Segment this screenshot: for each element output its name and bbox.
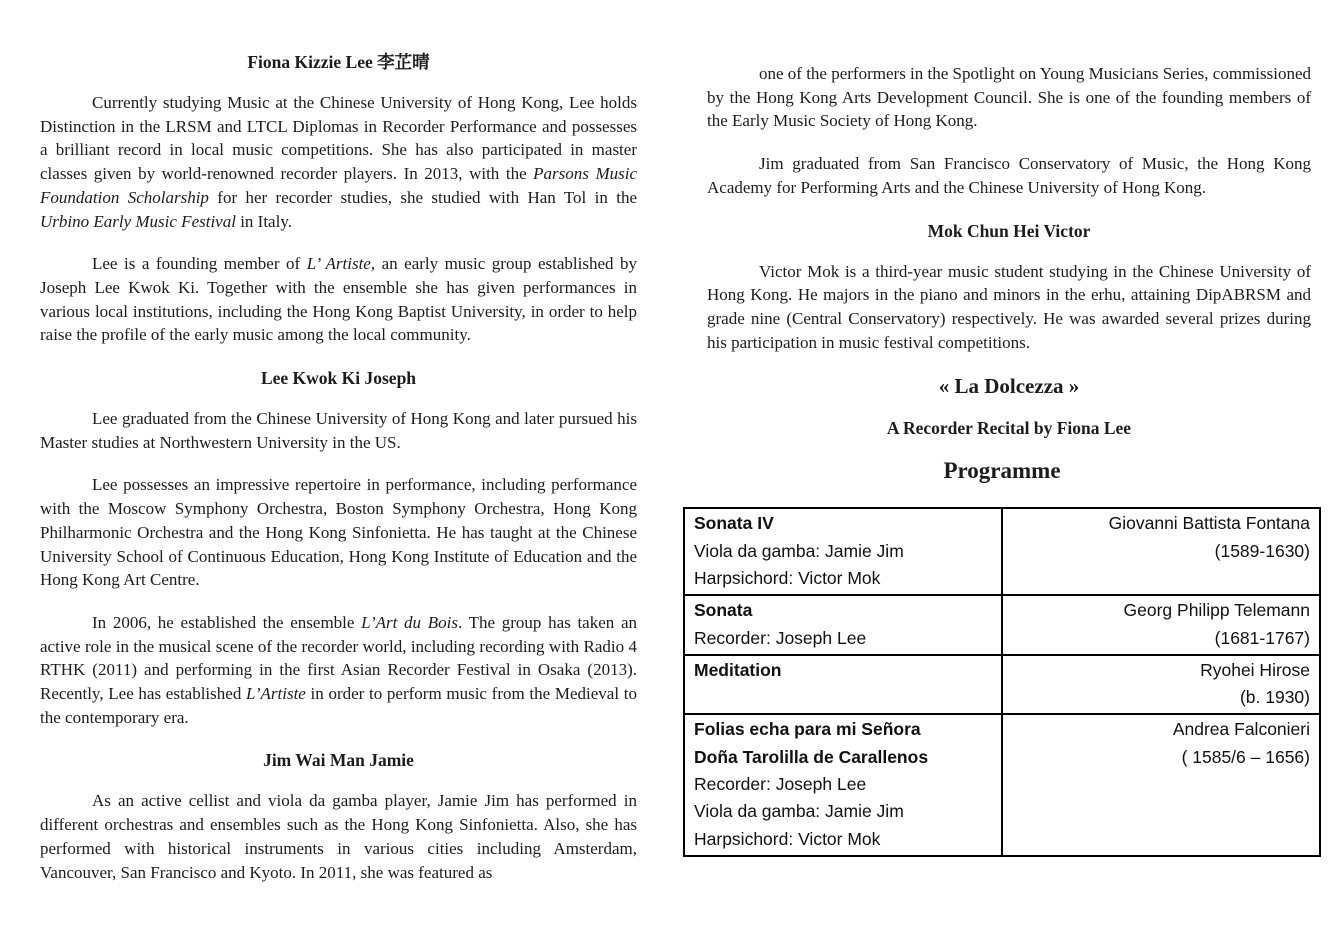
performer-heading-jamie: Jim Wai Man Jamie <box>263 750 414 771</box>
composer-line: Ryohei Hirose <box>1200 659 1310 680</box>
programme-row <box>684 508 1320 595</box>
programme-row <box>684 595 1320 655</box>
performer-line: Recorder: Joseph Lee <box>694 627 867 648</box>
performer-heading-joseph: Lee Kwok Ki Joseph <box>260 368 417 389</box>
recital-title: « La Dolcezza » <box>938 374 1080 399</box>
bio-paragraph-jamie-1 <box>40 789 637 884</box>
composer-line: (1589-1630) <box>1214 540 1310 561</box>
text-run: for her recorder studies, she studied with Han Tol in the <box>208 187 637 207</box>
text-run: Currently studying Music at the Chinese University of Hong Kong, Lee holds Distinction in the LRSM and LTCL Diplomas in Recorder Performance and possesses a brilliant record in local music competitions. She has also participated in master classes given by world-renowned recorder players. In 2013, with the <box>40 93 637 184</box>
composer-cell <box>1002 655 1320 715</box>
italic-text-run: L’Artiste <box>246 684 306 704</box>
piece-cell <box>684 714 1002 855</box>
performer-heading-victor: Mok Chun Hei Victor <box>927 220 1091 241</box>
composer-line: (1681-1767) <box>1214 627 1310 648</box>
text-run: in Italy. <box>235 211 292 231</box>
performer-line: Recorder: Joseph Lee <box>694 774 867 794</box>
composer-line: (b. 1930) <box>1239 687 1310 708</box>
composer-line: Giovanni Battista Fontana <box>1108 513 1310 534</box>
recital-subtitle: A Recorder Recital by Fiona Lee <box>886 418 1132 439</box>
italic-text-run: L’ Artiste <box>306 254 371 274</box>
composer-line: ( 1585/6 – 1656) <box>1181 746 1310 767</box>
performer-line: Viola da gamba: Jamie Jim <box>694 801 904 822</box>
composer-line: Georg Philipp Telemann <box>1123 600 1310 621</box>
piece-cell <box>684 595 1002 655</box>
bio-paragraph-joseph-3 <box>40 611 637 730</box>
text-run: one of the performers in the Spotlight on Young Musicians Series, commissioned by the Hong Kong Arts Development Council. She is one of the founding members of the Early Music Society of Hong Kong. <box>707 64 1311 131</box>
text-run: , an early music group established by Joseph Lee Kwok Ki. Together with the ensemble she has given performances in various local institutions, including the Hong Kong Baptist University, in order to help raise the profile of the early music among the local community. <box>40 254 638 345</box>
text-run: As an active cellist and viola da gamba player, Jamie Jim has performed in different orchestras and ensembles such as the Hong Kong Sinfonietta. Also, she has performed with historical instruments in various cities including Amsterdam, Vancouver, San Francisco and Kyoto. In 2011, she was featured as <box>40 791 637 882</box>
performer-line: Harpsichord: Victor Mok <box>694 567 881 588</box>
piece-cell <box>684 655 1002 715</box>
composer-line: Andrea Falconieri <box>1172 719 1310 740</box>
text-run: Lee is a founding member of <box>92 254 307 274</box>
performer-heading-fiona: Fiona Kizzie Lee 李芷晴 <box>247 52 430 72</box>
bio-paragraph-joseph-1 <box>40 407 637 454</box>
piece-title-line: Meditation <box>694 659 782 680</box>
piece-title-line: Doña Tarolilla de Carallenos <box>694 746 929 767</box>
piece-title-line: Sonata IV <box>694 513 774 534</box>
bio-paragraph-jamie-continued <box>707 62 1311 133</box>
text-run: Jim graduated from San Francisco Conservatory of Music, the Hong Kong Academy for Performing Arts and the Chinese University of Hong Kong. <box>707 154 1311 197</box>
performer-line: Harpsichord: Victor Mok <box>694 828 881 849</box>
composer-cell <box>1002 595 1320 655</box>
text-run: Lee possesses an impressive repertoire in performance, including performance with the Moscow Symphony Orchestra, Boston Symphony Orchestra, Hong Kong Philharmonic Orchestra and the Hong Kong Sinfonietta. He has taught at the Chinese University School of Continuous Education, Hong Kong Institute of Education and the Hong Kong Art Centre. <box>40 475 637 590</box>
italic-text-run: Urbino Early Music Festival <box>40 211 236 231</box>
programme-table <box>683 507 1321 857</box>
text-run: In 2006, he established the ensemble <box>92 612 362 632</box>
composer-cell <box>1002 714 1320 855</box>
left-column <box>40 0 637 903</box>
bio-paragraph-jamie-2 <box>707 152 1311 199</box>
composer-cell <box>1002 508 1320 595</box>
bio-paragraph-joseph-2 <box>40 473 637 592</box>
text-run: in order to perform music from the Medieval to the contemporary era. <box>40 684 637 727</box>
text-run: Victor Mok is a third-year music student studying in the Chinese University of Hong Kong. He majors in the piano and minors in the erhu, attaining DipABRSM and grade nine (Central Conservatory) respectively. He was awarded several prizes during his participation in music festival competitions. <box>707 261 1311 352</box>
bio-paragraph-victor-1 <box>707 260 1311 355</box>
programme-row <box>684 714 1320 855</box>
text-run: Lee graduated from the Chinese University of Hong Kong and later pursued his Master studies at Northwestern University in the US. <box>40 409 637 452</box>
piece-cell <box>684 508 1002 595</box>
piece-title-line: Folias echa para mi Señora <box>694 719 921 740</box>
right-column <box>683 0 1321 857</box>
italic-text-run: Parsons Music Foundation Scholarship <box>40 164 637 207</box>
programme-row <box>684 655 1320 715</box>
bio-paragraph-fiona-1 <box>40 91 637 233</box>
performer-line: Viola da gamba: Jamie Jim <box>694 540 904 561</box>
bio-paragraph-fiona-2 <box>40 252 637 347</box>
text-run: . The group has taken an active role in the musical scene of the recorder world, including recording with Radio 4 RTHK (2011) and performing in the first Asian Recorder Festival in Osaka (2013). Recently, Lee has established <box>40 612 637 704</box>
italic-text-run: L’Art du Bois <box>361 612 458 632</box>
programme-heading: Programme <box>943 458 1061 484</box>
piece-title-line: Sonata <box>694 600 753 621</box>
